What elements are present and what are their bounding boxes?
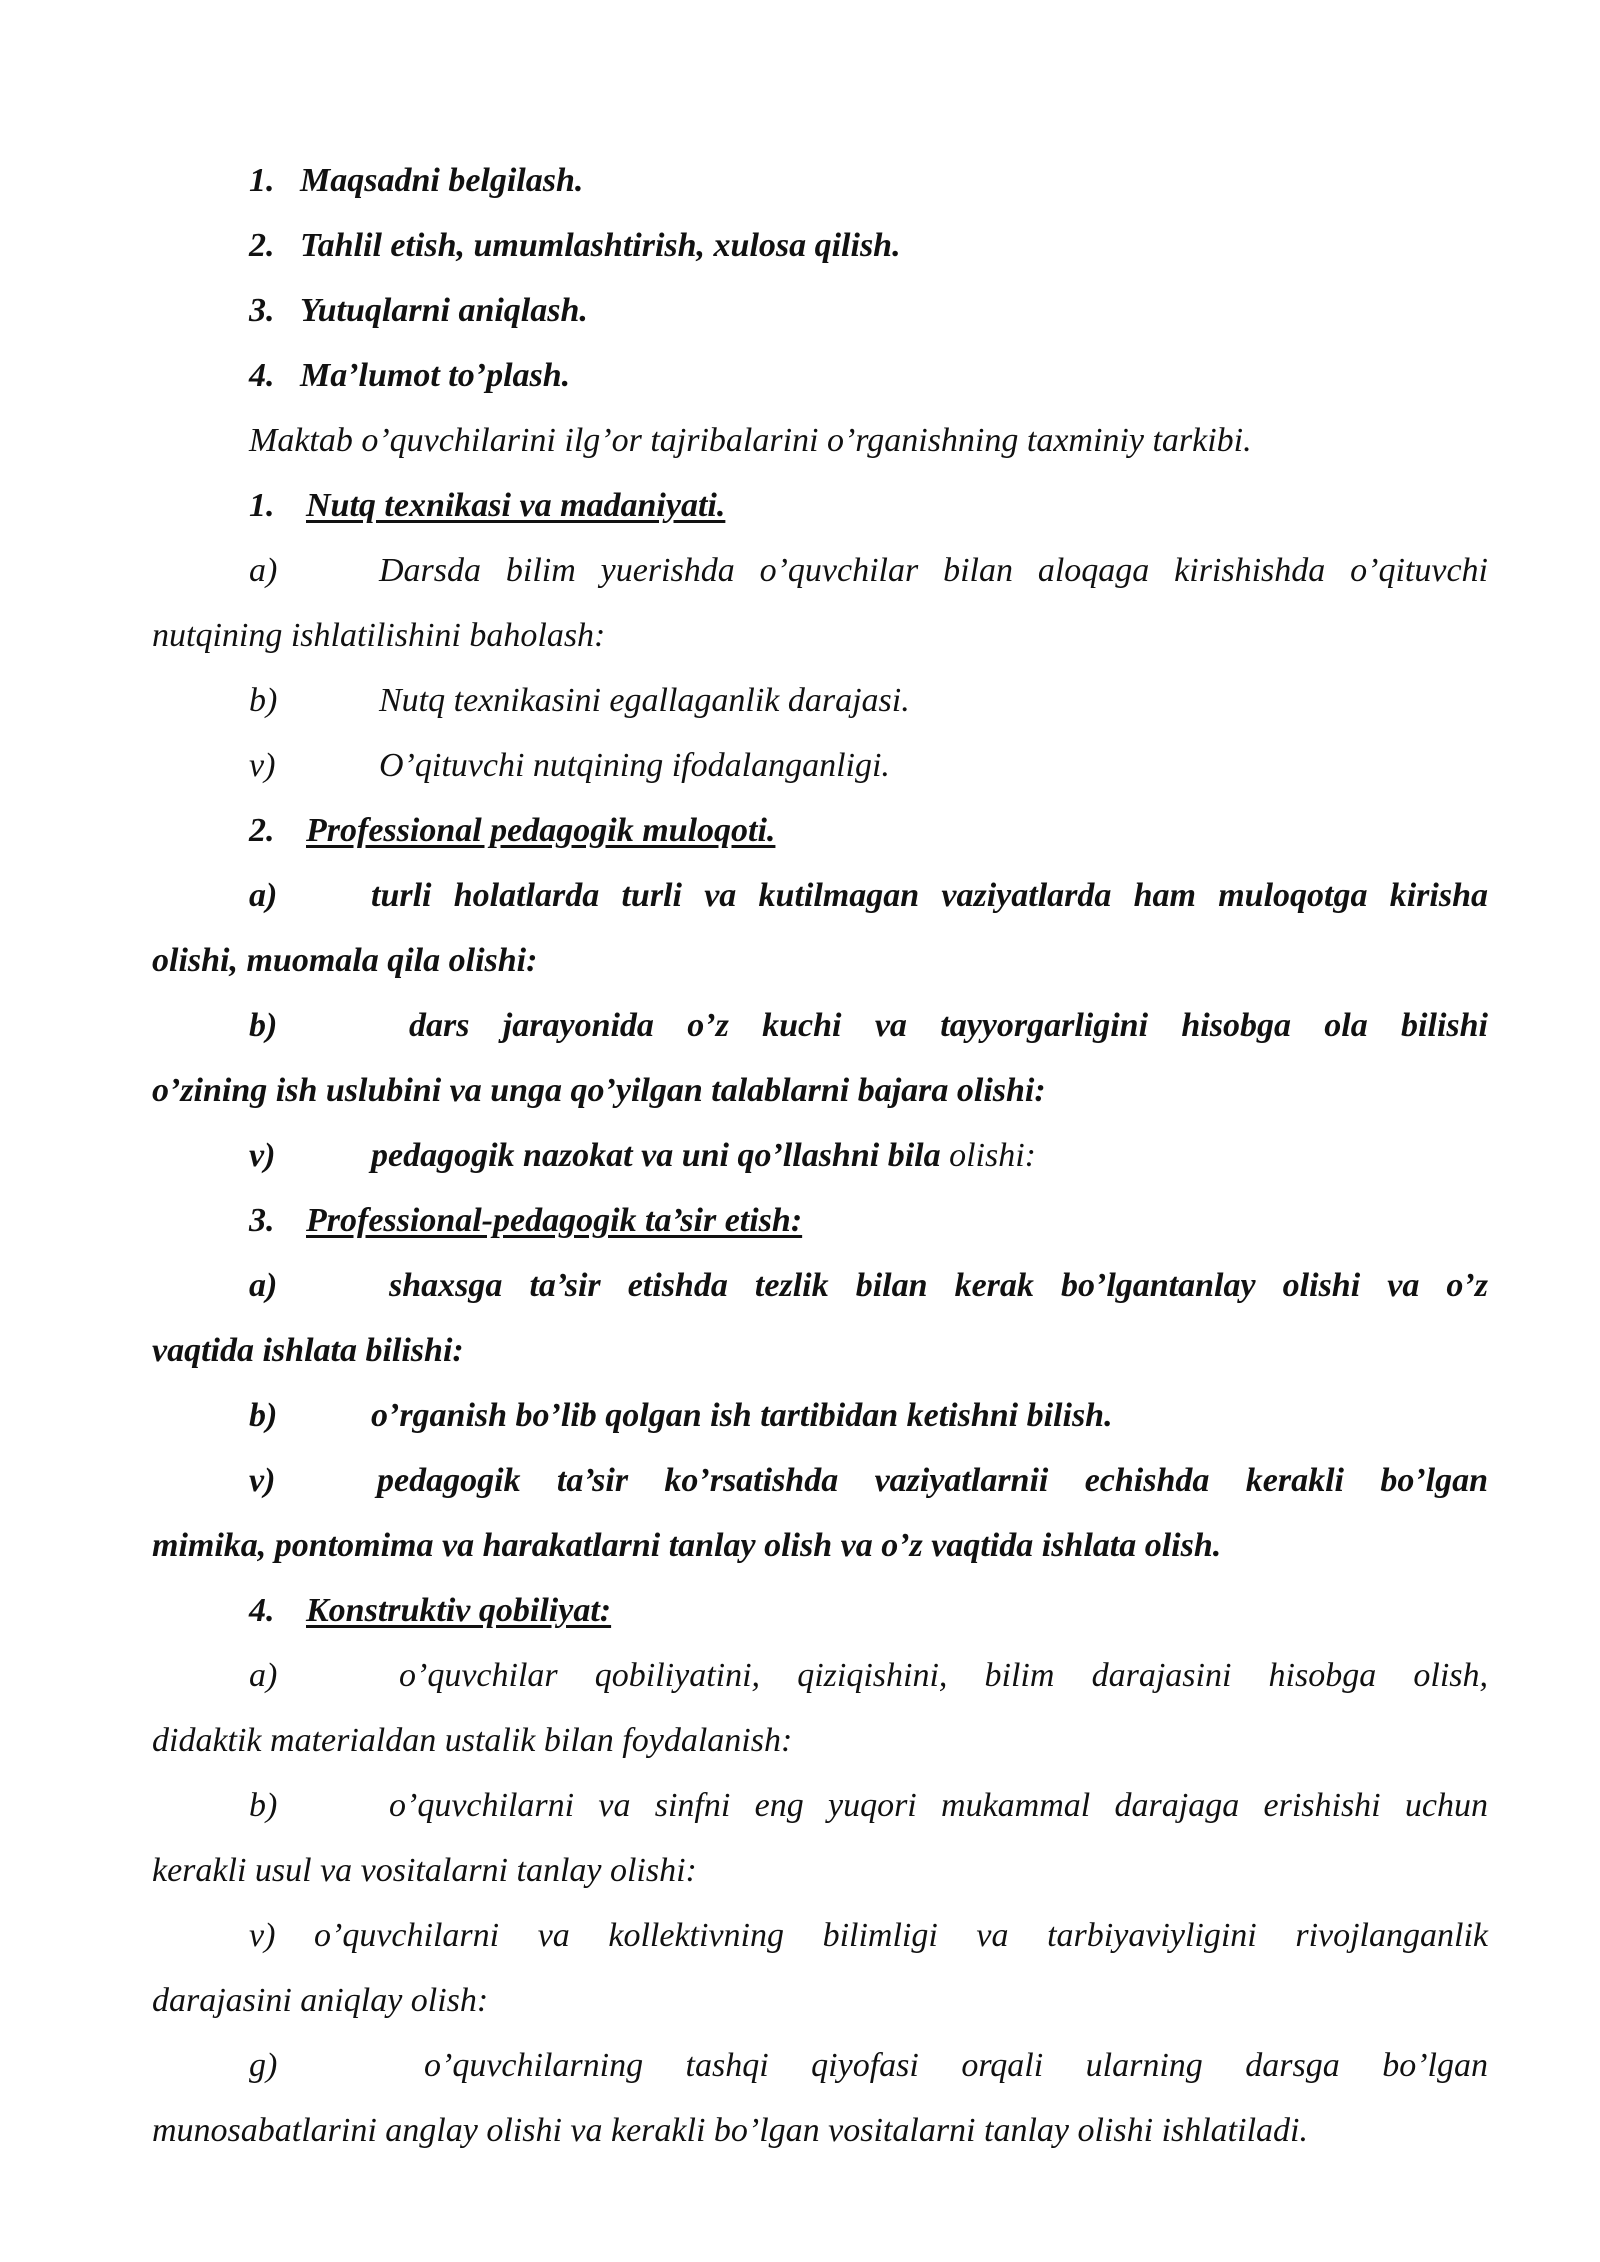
section-4-heading: 4. Konstruktiv qobiliyat: [249,1592,612,1629]
section-4-item-a: a) o’quvchilar qobiliyatini, qiziqishini, bilim darajasini hisobga olish, [249,1657,1488,1694]
section-4-item-g-cont: munosabatlarini anglay olishi va kerakli bo’lgan vositalarni tanlay olishi ishlatiladi. [152,2112,1308,2149]
section-2-item-v: v) pedagogik nazokat va uni qo’llashni bila olishi: [249,1137,1036,1174]
section-3-heading: 3. Professional-pedagogik ta’sir etish: [249,1202,803,1239]
section-1-item-a-cont: nutqining ishlatilishini baholash: [152,617,606,654]
section-1-item-a: a) Darsda bilim yuerishda o’quvchilar bilan aloqaga kirishishda o’qituvchi [249,552,1488,589]
section-3-item-v: v) pedagogik ta’sir ko’rsatishda vaziyatlarnii echishda kerakli bo’lgan [249,1462,1488,1499]
section-4-item-a-cont: didaktik materialdan ustalik bilan foydalanish: [152,1722,793,1759]
section-1-item-v: v) O’qituvchi nutqining ifodalanganligi. [249,747,890,784]
step-4: 4. Ma’lumot to’plash. [249,357,571,394]
section-2-item-b-cont: o’zining ish uslubini va unga qo’yilgan talablarni bajara olishi: [152,1072,1046,1109]
section-1-item-b: b) Nutq texnikasini egallaganlik darajasi. [249,682,910,719]
section-4-item-b: b) o’quvchilarni va sinfni eng yuqori mukammal darajaga erishishi uchun [249,1787,1488,1824]
step-2: 2. Tahlil etish, umumlashtirish, xulosa qilish. [249,227,901,264]
section-2-heading: 2. Professional pedagogik muloqoti. [249,812,776,849]
section-2-item-a: a) turli holatlarda turli va kutilmagan vaziyatlarda ham muloqotga kirisha [249,877,1488,914]
step-3: 3. Yutuqlarni aniqlash. [249,292,588,329]
section-3-item-a: a) shaxsga ta’sir etishda tezlik bilan kerak bo’lgantanlay olishi va o’z [249,1267,1488,1304]
section-3-item-b: b) o’rganish bo’lib qolgan ish tartibidan ketishni bilish. [249,1397,1113,1434]
section-1-heading: 1. Nutq texnikasi va madaniyati. [249,487,726,524]
section-3-item-a-cont: vaqtida ishlata bilishi: [152,1332,464,1369]
section-4-item-v: v) o’quvchilarni va kollektivning bilimligi va tarbiyaviyligini rivojlanganlik [249,1917,1488,1954]
step-1: 1. Maqsadni belgilash. [249,162,584,199]
section-2-item-b: b) dars jarayonida o’z kuchi va tayyorgarligini hisobga ola bilishi [249,1007,1488,1044]
section-3-item-v-cont: mimika, pontomima va harakatlarni tanlay olish va o’z vaqtida ishlata olish. [152,1527,1222,1564]
section-4-item-v-cont: darajasini aniqlay olish: [152,1982,489,2019]
section-2-item-a-cont: olishi, muomala qila olishi: [152,942,538,979]
section-4-item-b-cont: kerakli usul va vositalarni tanlay olishi: [152,1852,697,1889]
intro-paragraph: Maktab o’quvchilarini ilg’or tajribalarini o’rganishning taxminiy tarkibi. [249,422,1252,459]
section-4-item-g: g) o’quvchilarning tashqi qiyofasi orqali ularning darsga bo’lgan [249,2047,1488,2084]
